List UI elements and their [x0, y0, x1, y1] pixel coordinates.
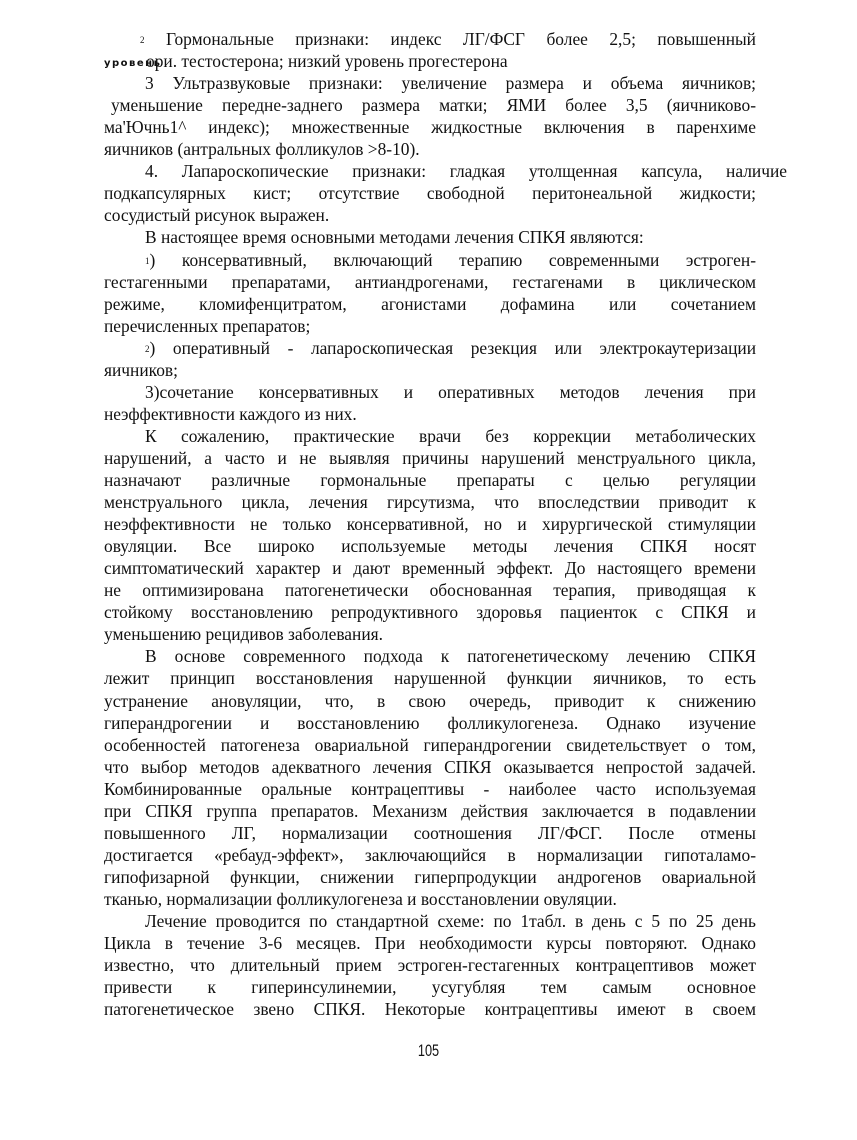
text-line [104, 976, 756, 998]
text-line [104, 822, 756, 844]
line-text: ори. тестостерона; низкий уровень прогестерона [146, 51, 508, 72]
line-text: 4. Лапароскопические признаки: гладкая утолщенная капсула, наличие [145, 161, 787, 182]
list-marker: 2 [140, 35, 145, 45]
text-line [104, 469, 756, 491]
line-text: В настоящее время основными методами лечения СПКЯ являются: [145, 227, 644, 248]
text-line [104, 623, 756, 645]
line-text: подкапсулярных кист; отсутствие свободной перитонеальной жидкости; [104, 183, 756, 204]
text-line [104, 271, 756, 293]
text-line [104, 734, 756, 756]
line-text: гиперандрогении и восстановлению фолликулогенеза. Однако изучение [104, 712, 756, 733]
text-line [104, 667, 756, 689]
text-line [104, 888, 756, 910]
line-text: яичников; [104, 359, 178, 380]
line-text: не оптимизирована патогенетически обоснованная терапия, приводящая к [104, 580, 756, 601]
line-text: Гормональные признаки: индекс ЛГ/ФСГ более 2,5; повышенный [144, 29, 756, 49]
line-text: сосудистый рисунок выражен. [104, 205, 330, 226]
line-text: нарушений, а часто и не выявляя причины нарушений менструального цикла, [104, 447, 756, 468]
line-text: яичников (антральных фолликулов >8-10). [104, 139, 420, 160]
line-text: В основе современного подхода к патогенетическому лечению СПКЯ [145, 646, 756, 667]
text-line [104, 293, 756, 315]
line-text: овуляции. Все широко используемые методы лечения СПКЯ носят [104, 536, 756, 557]
text-line [145, 249, 756, 271]
text-line [145, 160, 787, 182]
text-line [146, 50, 756, 72]
line-text: ) консервативный, включающий терапию современными эстроген- [149, 249, 756, 270]
line-text: перечисленных препаратов; [104, 315, 311, 336]
line-text: устранение ановуляции, что, в свою очередь, приводит к снижению [104, 690, 756, 711]
line-text: известно, что длительный прием эстроген-гестагенных контрацептивов может [104, 955, 756, 976]
line-text: что выбор методов адекватного лечения СПКЯ оказывается непростой задачей. [104, 756, 756, 777]
line-text: привести к гиперинсулинемии, усугубляя тем самым основное [104, 977, 756, 998]
text-line [104, 491, 756, 513]
list-marker: 1 [145, 255, 150, 266]
text-line [104, 513, 756, 535]
text-line [104, 712, 756, 734]
line-text: неэффективности не только консервативной, но и хирургической стимуляции [104, 514, 756, 535]
text-line [104, 204, 756, 226]
text-line [104, 601, 756, 623]
text-line [104, 756, 756, 778]
text-line [145, 72, 756, 94]
page-number: 105 [417, 1041, 440, 1060]
line-text: уменьшению рецидивов заболевания. [104, 624, 383, 645]
line-text: неэффективности каждого из них. [104, 403, 357, 424]
line-text: при СПКЯ группа препаратов. Механизм действия заключается в подавлении [104, 800, 756, 821]
line-text: симптоматический характер и дают временный эффект. До настоящего времени [104, 558, 756, 579]
text-line [145, 910, 756, 932]
text-line [104, 315, 756, 337]
line-text: 3)сочетание консервативных и оперативных методов лечения при [145, 381, 756, 402]
text-line [104, 116, 756, 138]
text-line [104, 579, 756, 601]
text-line [104, 932, 756, 954]
text-line [104, 778, 756, 800]
text-line [104, 998, 756, 1020]
text-line [145, 381, 756, 403]
text-line [104, 690, 756, 712]
line-text: гестагенными препаратами, антиандрогенами, гестагенами в циклическом [104, 271, 756, 292]
line-text: ) оперативный - лапароскопическая резекция или электрокаутеризации [149, 337, 756, 358]
text-line [104, 800, 756, 822]
line-text: Лечение проводится по стандартной схеме: по 1табл. в день с 5 по 25 день [145, 911, 756, 931]
text-line [104, 447, 756, 469]
header-stamp: уровень [104, 58, 162, 69]
text-line [145, 425, 756, 447]
line-text: повышенного ЛГ, нормализации соотношения ЛГ/ФСГ. После отмены [104, 822, 756, 843]
line-text: ма'Ючнь1^ индекс); множественные жидкостные включения в паренхиме [104, 117, 756, 138]
line-text: Комбинированные оральные контрацептивы - наиболее часто используемая [104, 778, 756, 799]
text-line [145, 337, 756, 359]
list-marker: 2 [145, 343, 150, 354]
text-line [104, 403, 756, 425]
text-line [145, 226, 756, 248]
text-line [104, 844, 756, 866]
line-text: режиме, кломифенцитратом, агонистами дофамина или сочетанием [104, 293, 756, 314]
line-text: К сожалению, практические врачи без коррекции метаболических [145, 425, 756, 446]
line-text: 3 Ультразвуковые признаки: увеличение размера и объема яичников; [145, 73, 756, 94]
text-line [104, 557, 756, 579]
line-text: стойкому восстановлению репродуктивного здоровья пациенток с СПКЯ и [104, 602, 756, 623]
text-line [111, 94, 756, 116]
line-text: достигается «ребауд-эффект», заключающийся в нормализации гипоталамо- [104, 844, 756, 865]
line-text: патогенетическое звено СПКЯ. Некоторые контрацептивы имеют в своем [104, 999, 756, 1020]
line-text: лежит принцип восстановления нарушенной функции яичников, то есть [104, 668, 756, 689]
text-line [145, 645, 756, 667]
line-text: Цикла в течение 3-6 месяцев. При необходимости курсы повторяют. Однако [104, 933, 756, 954]
line-text: уменьшение передне-заднего размера матки; ЯМИ более 3,5 (яичниково- [111, 95, 756, 116]
line-text: назначают различные гормональные препараты с целью регуляции [104, 470, 756, 490]
line-text: гипофизарной функции, снижении гиперпродукции андрогенов овариальной [104, 866, 756, 887]
text-line [140, 28, 756, 50]
line-text: менструального цикла, лечения гирсутизма, что впоследствии приводит к [104, 492, 756, 513]
text-line [104, 535, 756, 557]
text-line [104, 182, 756, 204]
line-text: особенностей патогенеза овариальной гиперандрогении свидетельствует о том, [104, 734, 756, 755]
text-line [104, 954, 756, 976]
text-line [104, 866, 756, 888]
text-line [104, 359, 756, 381]
text-line [104, 138, 756, 160]
line-text: тканью, нормализации фолликулогенеза и восстановлении овуляции. [104, 888, 617, 909]
